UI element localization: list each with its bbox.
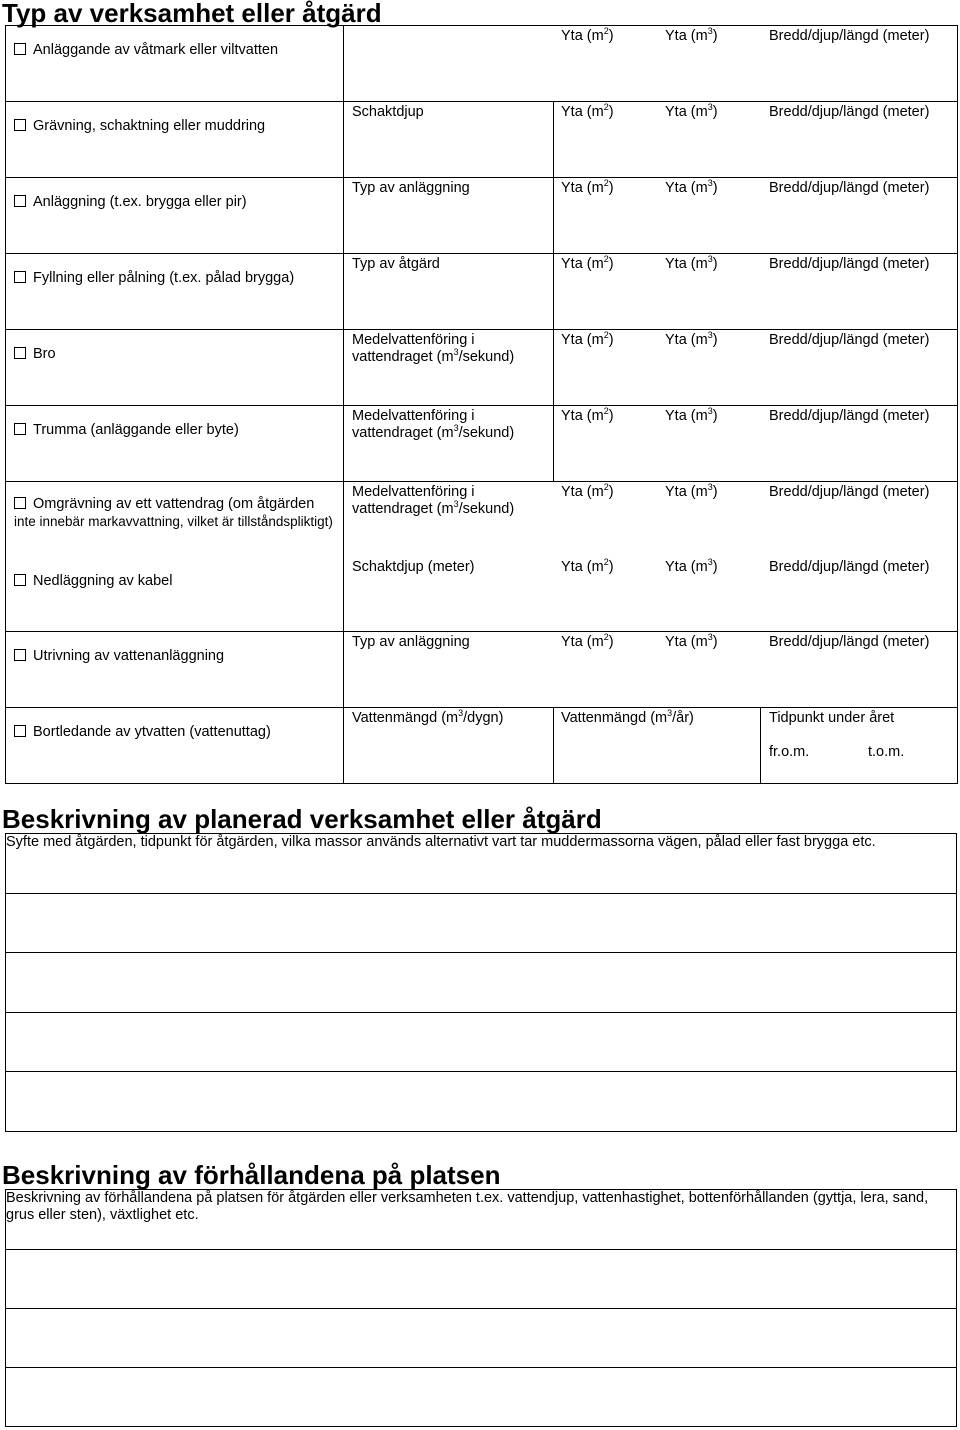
mean-flow-field[interactable]: Medelvattenföring i vattendraget $(m^3/sekund)$ xyxy=(352,332,515,365)
mean-flow-field[interactable]: Medelvattenföring i vattendraget $(m^3/sekund)$ xyxy=(352,484,515,517)
dimensions-field[interactable]: Bredd/djup/längd (meter) xyxy=(769,256,930,272)
checkbox-icon[interactable] xyxy=(14,725,26,737)
description-line[interactable] xyxy=(6,1013,957,1072)
conditions-line[interactable] xyxy=(6,1368,957,1427)
facility-type-field[interactable]: Typ av anläggning xyxy=(352,180,470,196)
dimensions-field[interactable]: Bredd/djup/längd (meter) xyxy=(769,408,930,424)
excavation-depth-field[interactable]: Schaktdjup (meter) xyxy=(352,559,475,575)
area-m3-field[interactable]: Yta $(m^3)$ xyxy=(665,330,718,348)
table-row xyxy=(6,708,958,784)
area-m3-field[interactable]: Yta $(m^3)$ xyxy=(665,632,718,650)
water-volume-year-field[interactable]: Vattenmängd $(m^3/år)$ xyxy=(561,708,694,726)
area-m2-field[interactable]: Yta $(m^2)$ xyxy=(561,557,614,575)
area-m3-field[interactable]: Yta $(m^3)$ xyxy=(665,178,718,196)
table-row xyxy=(6,632,958,708)
checkbox-row-removal[interactable]: Utrivning av vattenanläggning xyxy=(14,648,224,665)
area-m2-field[interactable]: Yta $(m^2)$ xyxy=(561,102,614,120)
activity-table xyxy=(5,25,958,784)
checkbox-icon[interactable] xyxy=(14,347,26,359)
description-prompt-cell[interactable] xyxy=(6,834,957,894)
checkbox-icon[interactable] xyxy=(14,497,26,509)
dimensions-field[interactable]: Bredd/djup/längd (meter) xyxy=(769,104,930,120)
section-heading-activity-type: Typ av verksamhet eller åtgärd xyxy=(2,0,382,28)
checkbox-icon[interactable] xyxy=(14,119,26,131)
facility-type-field[interactable]: Typ av anläggning xyxy=(352,634,470,650)
table-row xyxy=(6,406,958,482)
area-m2-field[interactable]: Yta $(m^2)$ xyxy=(561,482,614,500)
measure-type-field[interactable]: Typ av åtgärd xyxy=(352,256,440,272)
checkbox-row-excavation[interactable]: Grävning, schaktning eller muddring xyxy=(14,118,265,135)
area-m2-field[interactable]: Yta $(m^2)$ xyxy=(561,406,614,424)
checkbox-row-culvert[interactable]: Trumma (anläggande eller byte) xyxy=(14,422,239,439)
checkbox-icon[interactable] xyxy=(14,649,26,661)
dimensions-field[interactable]: Bredd/djup/längd (meter) xyxy=(769,484,930,500)
area-m2-field[interactable]: Yta $(m^2)$ xyxy=(561,178,614,196)
table-row xyxy=(6,26,958,102)
checkbox-icon[interactable] xyxy=(14,574,26,586)
checkbox-icon[interactable] xyxy=(14,423,26,435)
description-table xyxy=(5,833,957,1132)
table-row xyxy=(6,102,958,178)
area-m3-field[interactable]: Yta $(m^3)$ xyxy=(665,26,718,44)
area-m3-field[interactable]: Yta $(m^3)$ xyxy=(665,102,718,120)
water-volume-day-field[interactable]: Vattenmängd $(m^3/dygn)$ xyxy=(352,708,504,726)
conditions-prompt: Beskrivning av förhållandena på platsen för åtgärden eller verksamheten t.ex. vattendjup, vattenhastighet, bottenförhållanden (gyttja, lera, sand, grus eller sten), växtlighet etc. xyxy=(6,1190,929,1223)
conditions-prompt-cell[interactable] xyxy=(6,1190,957,1250)
dimensions-field[interactable]: Bredd/djup/längd (meter) xyxy=(769,180,930,196)
mean-flow-field[interactable]: Medelvattenföring i vattendraget $(m^3/sekund)$ xyxy=(352,408,515,441)
table-row xyxy=(6,254,958,330)
checkbox-icon[interactable] xyxy=(14,195,26,207)
area-m2-field[interactable]: Yta $(m^2)$ xyxy=(561,330,614,348)
area-m3-field[interactable]: Yta $(m^3)$ xyxy=(665,557,718,575)
area-m2-field[interactable]: Yta $(m^2)$ xyxy=(561,26,614,44)
to-date-field[interactable]: t.o.m. xyxy=(868,744,905,760)
excavation-depth-field[interactable]: Schaktdjup xyxy=(352,104,424,120)
table-row xyxy=(6,330,958,406)
from-date-field[interactable]: fr.o.m. xyxy=(769,744,810,760)
dimensions-field[interactable]: Bredd/djup/längd (meter) xyxy=(769,559,930,575)
checkbox-row-filling[interactable]: Fyllning eller pålning (t.ex. pålad brygga) xyxy=(14,270,294,287)
checkbox-row-bridge[interactable]: Bro xyxy=(14,346,56,363)
area-m3-field[interactable]: Yta $(m^3)$ xyxy=(665,254,718,272)
conditions-line[interactable] xyxy=(6,1309,957,1368)
checkbox-icon[interactable] xyxy=(14,43,26,55)
checkbox-icon[interactable] xyxy=(14,271,26,283)
description-line[interactable] xyxy=(6,894,957,953)
checkbox-row-wetland[interactable]: Anläggande av våtmark eller viltvatten xyxy=(14,42,278,59)
section-heading-conditions: Beskrivning av förhållandena på platsen xyxy=(2,1160,501,1190)
conditions-table xyxy=(5,1189,957,1427)
conditions-line[interactable] xyxy=(6,1250,957,1309)
description-line[interactable] xyxy=(6,1072,957,1132)
checkbox-row-cable[interactable]: Nedläggning av kabel xyxy=(14,573,172,590)
dimensions-field[interactable]: Bredd/djup/längd (meter) xyxy=(769,634,930,650)
area-m2-field[interactable]: Yta $(m^2)$ xyxy=(561,254,614,272)
section-heading-description: Beskrivning av planerad verksamhet eller åtgärd xyxy=(2,804,602,834)
description-prompt: Syfte med åtgärden, tidpunkt för åtgärden, vilka massor används alternativt vart tar muddermassorna vägen, pålad eller fast brygga etc. xyxy=(6,834,876,850)
table-row xyxy=(6,178,958,254)
checkbox-row-water-withdrawal[interactable]: Bortledande av ytvatten (vattenuttag) xyxy=(14,724,271,741)
checkbox-row-construction[interactable]: Anläggning (t.ex. brygga eller pir) xyxy=(14,194,247,211)
description-line[interactable] xyxy=(6,953,957,1013)
dimensions-field[interactable]: Bredd/djup/längd (meter) xyxy=(769,28,930,44)
dimensions-field[interactable]: Bredd/djup/längd (meter) xyxy=(769,332,930,348)
time-of-year-label: Tidpunkt under året xyxy=(769,710,895,726)
checkbox-row-rerouting[interactable]: Omgrävning av ett vattendrag (om åtgärden inte innebär markavvattning, vilket är tillståndspliktigt) xyxy=(14,496,333,529)
area-m3-field[interactable]: Yta $(m^3)$ xyxy=(665,406,718,424)
area-m3-field[interactable]: Yta $(m^3)$ xyxy=(665,482,718,500)
table-row xyxy=(6,482,958,632)
area-m2-field[interactable]: Yta $(m^2)$ xyxy=(561,632,614,650)
